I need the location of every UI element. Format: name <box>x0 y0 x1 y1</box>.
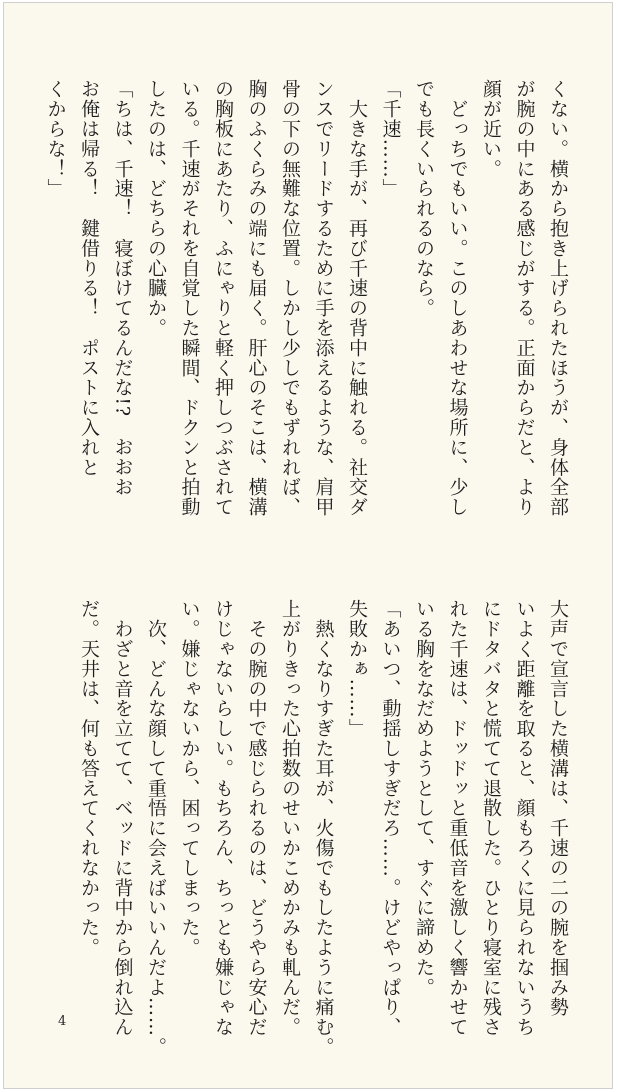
text-line: したのは、どちらの心臓か。 <box>145 79 167 338</box>
text-line: わざと音を立てて、ベッドに背中から倒れ込ん <box>111 599 134 1037</box>
text-line: い。嫌じゃないから、困ってしまった。 <box>178 599 201 958</box>
text-line: 大きな手が、再び千速の背中に触れる。社交ダ <box>346 79 368 517</box>
text-line: 上がりきった心拍数のせいかこめかみも軋んだ。 <box>279 599 301 1037</box>
text-line: くない。横から抱き上げられたほうが、身体全部 <box>547 79 569 517</box>
text-line: 「千速……」 <box>379 79 402 199</box>
text-line: の胸板にあたり、ふにゃりと軽く押しつぶされて <box>212 79 234 517</box>
text-line: 大声で宣言した横溝は、千速の二の腕を掴み勢 <box>547 599 569 1017</box>
text-line: 次、どんな顔して重悟に会えばいいんだよ……。 <box>145 599 167 1057</box>
text-line: れた千速は、ドッドッと重低音を激しく響かせて <box>446 599 469 1037</box>
text-line: 顔が近い。 <box>480 79 502 179</box>
text-line: 胸のふくらみの端にも届く。肝心のそこは、横溝 <box>245 79 268 517</box>
text-line: 「あいつ、動揺しすぎだろ……。けどやっぱり、 <box>379 599 402 1037</box>
upper-text-block <box>38 79 574 539</box>
text-line: 熱くなりすぎた耳が、火傷でもしたように痛む。 <box>312 599 335 1057</box>
text-line: けじゃないらしい。もちろん、ちっとも嫌じゃな <box>212 599 234 1037</box>
text-line: いよく距離を取ると、顔もろくに見られないうち <box>513 599 536 1037</box>
text-line: でも長くいられるのなら。 <box>413 79 435 318</box>
text-line: 「ちは、千速！ 寝ぼけてるんだな!? おおお <box>111 79 134 497</box>
book-page <box>3 2 613 1089</box>
text-line: その腕の中で感じられるのは、どうやら安心だ <box>245 599 268 1037</box>
lower-text-block <box>72 599 575 1057</box>
text-line: いる胸をなだめようとして、すぐに諦めた。 <box>413 599 435 997</box>
text-line: が腕の中にある感じがする。正面からだと、より <box>513 79 536 517</box>
text-line: 失敗かぁ……」 <box>346 599 368 739</box>
text-line: にドタバタと慌てて退散した。ひとり寝室に残さ <box>480 599 502 1037</box>
text-line: どっちでもいい。このしあわせな場所に、少し <box>446 79 469 517</box>
page-number: 4 <box>58 1014 67 1029</box>
text-line: 骨の下の無難な位置。しかし少しでもずれれば、 <box>279 79 301 517</box>
text-line: いる。千速がそれを自覚した瞬間、ドクンと拍動 <box>178 79 201 517</box>
text-line: だ。天井は、何も答えてくれなかった。 <box>78 599 100 958</box>
text-line: くからな！」 <box>44 79 67 199</box>
text-line: ンスでリードするために手を添えるような、肩甲 <box>312 79 335 517</box>
text-line: お俺は帰る！ 鍵借りる！ ポストに入れと <box>78 79 100 477</box>
